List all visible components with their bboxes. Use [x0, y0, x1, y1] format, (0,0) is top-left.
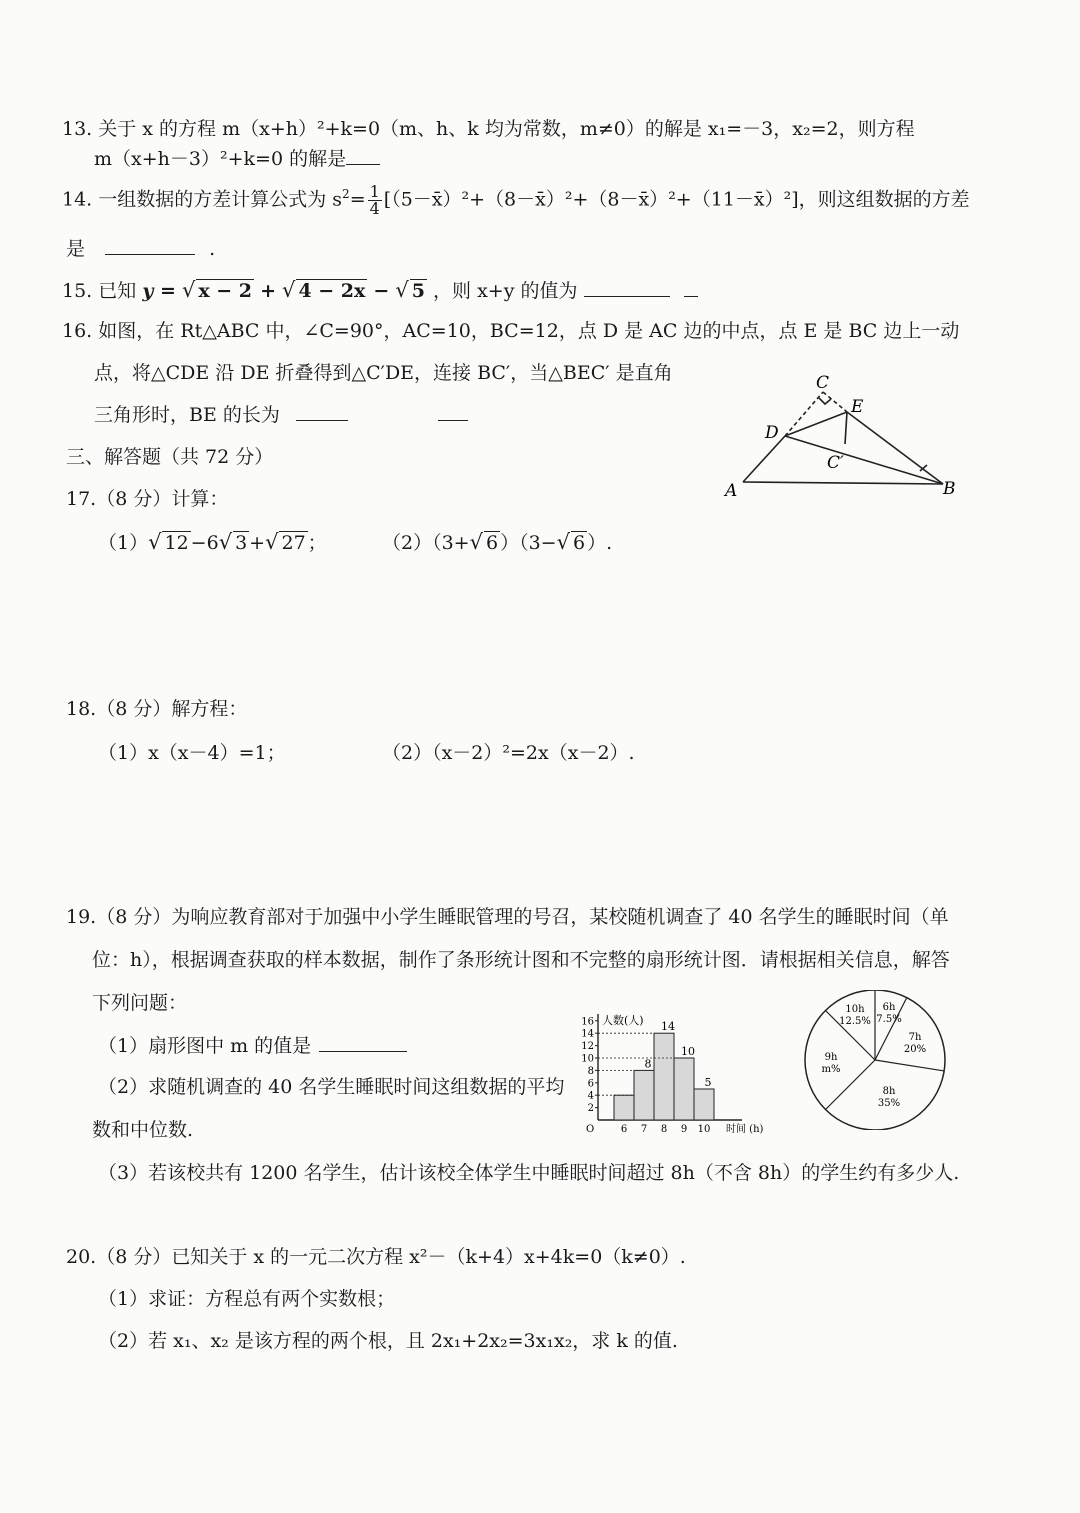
q16-line3-text: 三角形时，BE 的长为: [94, 404, 280, 426]
pie-slice-name-7h: 7h: [908, 1032, 922, 1043]
bar-value-label: 5: [704, 1076, 712, 1089]
x-axis-label: 时间 (h): [726, 1124, 764, 1135]
y-axis-label: 人数(人): [602, 1014, 644, 1027]
label-C: C: [816, 373, 830, 393]
pie-slice-label-9h: m%: [821, 1064, 841, 1075]
bar-value-label: 10: [681, 1045, 695, 1058]
x-tick-label: 8: [660, 1124, 668, 1135]
label-C-prime: C′: [827, 453, 844, 473]
q17-p2-radicand-1: 6: [486, 532, 499, 554]
q16-answer-blank-2: [438, 419, 468, 421]
q15-prefix: 15. 已知: [62, 280, 137, 302]
q14-formula: [（5－x̄）²+（8－x̄）²+（8－x̄）²+（11－x̄）²]，则这组数据的方差: [383, 188, 970, 211]
segment-EC-prime: [845, 412, 847, 444]
bar-6h: [614, 1095, 634, 1120]
sleep-pie-chart: [800, 990, 950, 1130]
pie-slice-label-7h: 20%: [903, 1044, 927, 1055]
q14-line2: [66, 238, 215, 261]
q13-line1: 13. 关于 x 的方程 m（x+h）²+k=0（m、h、k 均为常数，m≠0）的解是 x₁=－3，x₂=2，则方程: [62, 118, 915, 140]
q15-radicand-1: x − 2: [198, 280, 253, 302]
q15-answer-blank-tail: [684, 295, 698, 297]
q17-title: 17.（8 分）计算：: [66, 488, 229, 510]
q17-radical-sign-3: √: [265, 530, 279, 554]
q15-minus: −: [373, 280, 390, 302]
q18-part2: （2）（x－2）²=2x（x－2）.: [382, 742, 635, 764]
q14-equals: =: [349, 188, 366, 211]
x-tick-label: 6: [620, 1124, 628, 1135]
q14-answer-blank[interactable]: [105, 253, 195, 255]
q17-p2-prefix: （2）（3+: [382, 532, 470, 554]
q20-line1: 20.（8 分）已知关于 x 的一元二次方程 x²－（k+4）x+4k=0（k≠0）.: [66, 1246, 686, 1268]
q17-p1-prefix: （1）: [98, 532, 149, 554]
q15-answer-blank[interactable]: [584, 295, 670, 297]
pie-slice-name-10h: 10h: [845, 1004, 865, 1015]
segment-EB: [847, 412, 943, 484]
segment-DB: [785, 436, 943, 484]
q14-fraction: [368, 184, 382, 217]
q19-part2b: 数和中位数.: [92, 1119, 194, 1141]
q14-line2-end: .: [209, 238, 216, 260]
q19-m-answer-blank[interactable]: [319, 1050, 407, 1052]
q18-part1: （1）x（x－4）=1；: [98, 742, 286, 764]
label-D: D: [765, 423, 779, 443]
q15-y-equals: y =: [142, 280, 176, 302]
q14-square: 2: [342, 187, 350, 202]
y-tick-label: 12: [581, 1041, 594, 1053]
segment-DE: [785, 412, 847, 436]
pie-divider-8h: [875, 1060, 944, 1071]
label-B: B: [943, 479, 956, 499]
bar-9h: [674, 1058, 694, 1120]
q17-p1-radicand-2: 3: [235, 532, 248, 554]
y-tick-label: 10: [581, 1053, 594, 1065]
q20-part2: （2）若 x₁、x₂ 是该方程的两个根，且 2x₁+2x₂=3x₁x₂，求 k 的值.: [98, 1330, 678, 1352]
q18-title: 18.（8 分）解方程：: [66, 698, 248, 720]
q14-line2-prefix: 是: [66, 238, 86, 260]
bar-7h: [634, 1070, 654, 1120]
q17-p1-radicand-3: 27: [281, 532, 306, 554]
q19-line1: 19.（8 分）为响应教育部对于加强中小学生睡眠管理的号召，某校随机调查了 40 名学生的睡眠时间（单: [66, 906, 949, 928]
y-tick-label: 6: [587, 1078, 594, 1090]
q17-p1-radicand-1: 12: [164, 532, 189, 554]
q17-radical-sign-1: √: [148, 530, 162, 554]
pie-slice-name-6h: 6h: [882, 1002, 896, 1013]
q13-line2-text: m（x+h－3）²+k=0 的解是: [94, 148, 347, 170]
q15-radical-sign-2: √: [282, 278, 296, 302]
q14-frac-num: 1: [369, 182, 380, 201]
bar-value-label: 8: [644, 1057, 652, 1071]
y-tick-label: 16: [581, 1016, 594, 1028]
q17-p2-end: ）.: [587, 532, 613, 554]
q13-answer-blank[interactable]: [346, 163, 380, 165]
q16-line2: 点，将△CDE 沿 DE 折叠得到△C′DE，连接 BC′，当△BEC′ 是直角: [94, 362, 673, 384]
q14-prefix: 14. 一组数据的方差计算公式为 s: [62, 188, 343, 211]
x-tick-label: 7: [640, 1124, 648, 1135]
right-angle-mark: [819, 398, 831, 404]
q17-p1-plus: +: [249, 532, 266, 554]
q13-line2: [94, 148, 380, 171]
pie-slice-label-8h: 35%: [877, 1098, 901, 1109]
q17-radical-sign-5: √: [556, 530, 570, 554]
q17-p1-end: ；: [307, 532, 327, 554]
label-E: E: [851, 397, 864, 417]
bar-value-label: 14: [661, 1020, 675, 1034]
q19-part3: （3）若该校共有 1200 名学生，估计该校全体学生中睡眠时间超过 8h（不含 8h）的学生约有多少人.: [98, 1162, 960, 1184]
q16-line1: 16. 如图，在 Rt△ABC 中，∠C=90°，AC=10，BC=12，点 D 是 AC 边的中点，点 E 是 BC 边上一动: [62, 320, 960, 342]
label-A: A: [725, 481, 738, 501]
q14-line1: [62, 184, 970, 217]
y-tick-label: 4: [587, 1090, 594, 1102]
segment-AD: [743, 436, 785, 482]
y-tick-label: 14: [581, 1028, 594, 1040]
q16-answer-blank[interactable]: [296, 419, 348, 421]
y-tick-label: 8: [587, 1065, 594, 1077]
q17-radical-sign-2: √: [218, 530, 233, 554]
pie-slice-name-9h: 9h: [824, 1052, 838, 1063]
q17-part2: [382, 530, 612, 555]
q20-part1: （1）求证：方程总有两个实数根；: [98, 1288, 396, 1310]
bar-10h: [694, 1089, 714, 1120]
q19-part2a: （2）求随机调查的 40 名学生睡眠时间这组数据的平均: [98, 1076, 565, 1098]
q15-radicand-3: 5: [411, 280, 425, 302]
pie-slice-name-8h: 8h: [882, 1086, 896, 1097]
origin-label: O: [586, 1124, 595, 1135]
q19-part1: [98, 1035, 407, 1058]
section-3-heading: 三、解答题（共 72 分）: [66, 446, 274, 468]
sleep-bar-chart: [570, 1008, 780, 1138]
q17-p2-mid: ）（3−: [500, 532, 557, 554]
bar-8h: [654, 1033, 674, 1120]
pie-slice-label-6h: 7.5%: [876, 1014, 902, 1025]
q17-part1: [98, 530, 327, 555]
q15-radical-sign-3: √: [395, 278, 409, 302]
q19-line2: 位：h），根据调查获取的样本数据，制作了条形统计图和不完整的扇形统计图．请根据相关信息，解答: [92, 949, 950, 971]
q15-line: [62, 278, 698, 303]
pie-slice-label-10h: 12.5%: [839, 1016, 871, 1027]
q16-line3: [94, 404, 468, 427]
q15-radical-sign-1: √: [181, 278, 196, 302]
q17-p1-mid: −6: [190, 532, 219, 554]
x-tick-label: 9: [680, 1124, 688, 1135]
q15-suffix: ，则 x+y 的值为: [433, 280, 578, 302]
segment-AB: [743, 482, 943, 484]
q17-radical-sign-4: √: [469, 530, 483, 554]
q19-line3: 下列问题：: [92, 992, 188, 1014]
y-tick-label: 2: [587, 1103, 594, 1115]
q19-part1-text: （1）扇形图中 m 的值是: [98, 1035, 312, 1057]
q15-radicand-2: 4 − 2x: [298, 280, 366, 302]
q16-triangle-figure: [715, 370, 975, 505]
q17-p2-radicand-2: 6: [573, 532, 586, 554]
q15-plus: +: [260, 280, 276, 302]
x-tick-label: 10: [697, 1124, 711, 1135]
q14-frac-den: 4: [369, 199, 380, 218]
